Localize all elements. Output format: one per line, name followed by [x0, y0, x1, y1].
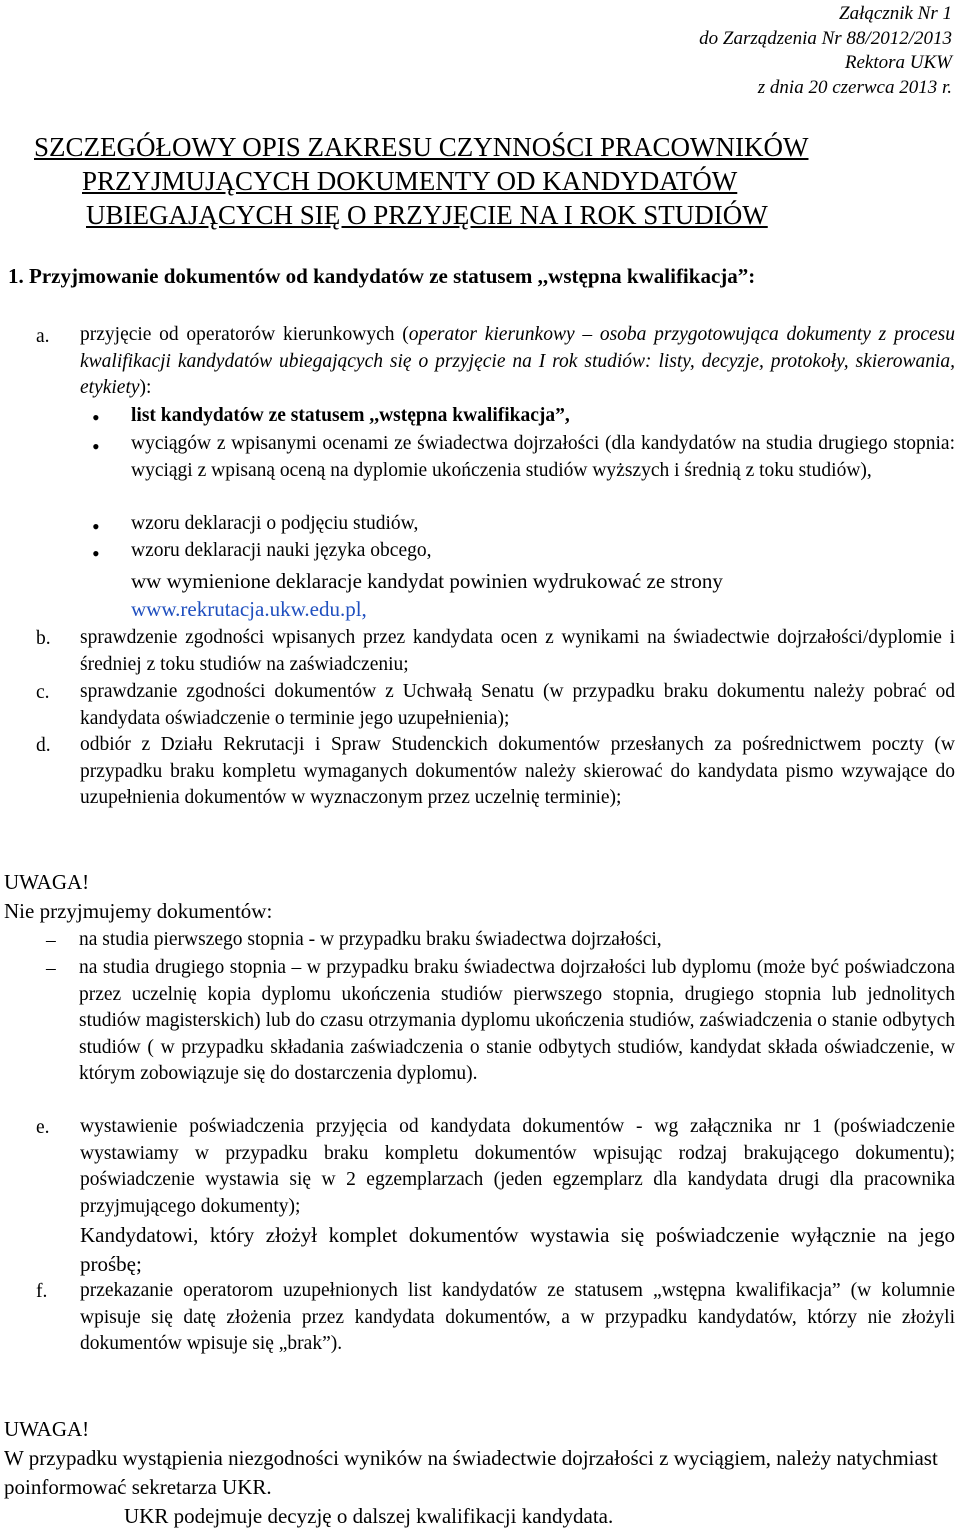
- title-line-1: SZCZEGÓŁOWY OPIS ZAKRESU CZYNNOŚCI PRACOWNIKÓW: [34, 132, 809, 162]
- item-a-tail: ):: [139, 377, 152, 399]
- attachment-header: [699, 2, 952, 100]
- dash-icon: –: [46, 958, 56, 979]
- item-e-text: wystawienie poświadczenia przyjęcia od kandydata dokumentów - wg załącznika nr 1 (poświadczenie wystawiamy w przypadku braku kompletu dokumentów wpisując rodzaj brakującego dokumentu); poświadczenie wystawia się w 2 egzemplarzach (jeden egzemplarz dla kandydata drugi dla pracownika przyjmującego dokumenty);: [80, 1116, 955, 1217]
- item-a-lead: przyjęcie od operatorów kierunkowych (: [80, 324, 409, 345]
- item-a-definition: operator kierunkowy – osoba przygotowująca dokumenty z procesu kwalifikacji kandydatów ubiegających się o przyjęcie na I rok studiów: listy, decyzje, protokoły, skierowania, etykiety: [80, 324, 955, 399]
- item-f-label: f.: [36, 1281, 48, 1302]
- item-a-label: a.: [36, 326, 50, 347]
- warning-dash-1: na studia pierwszego stopnia - w przypadku braku świadectwa dojrzałości,: [79, 929, 662, 950]
- bullet-icon: •: [92, 514, 100, 539]
- bullet-list-kandydatow: list kandydatów ze statusem ,,wstępna kwalifikacja”,: [131, 405, 570, 426]
- warning-dash-2-text: na studia drugiego stopnia – w przypadku braku świadectwa dojrzałości lub dyplomu (może być poświadczona przez uczelnię kopia dyplomu ukończenia studiów pierwszego stopnia, drugiego stopnia lub jednolitych studiów magisterskich) lub do czasu otrzymania dyplomu ukończenia studiów, zaświadczenia o stanie odbytych studiów ( w przypadku składania zaświadczenia o stanie odbytych studiów, kandydat składa oświadczenie, w którym zobowiązuje się do dostarczenia dyplomu).: [79, 957, 955, 1085]
- regulation-reference: do Zarządzenia Nr 88/2012/2013: [699, 27, 952, 49]
- item-b-text: sprawdzenie zgodności wpisanych przez kandydata ocen z wynikami na świadectwie dojrzałości/dyplomie i średniej z toku studiów na zaświadczeniu;: [80, 627, 955, 675]
- item-e-note: Kandydatowi, który złożył komplet dokumentów wystawia się poświadczenie wyłącznie na jego prośbę;: [80, 1223, 955, 1276]
- title-line-2: PRZYJMUJĄCYCH DOKUMENTY OD KANDYDATÓW: [82, 166, 738, 196]
- bullet-deklaracja-jezyka: wzoru deklaracji nauki języka obcego,: [131, 540, 432, 561]
- warning-dash-2: [79, 955, 955, 1088]
- bullet-wyciagi: wyciągów z wpisanymi ocenami ze świadectwa dojrzałości (dla kandydatów na studia drugiego stopnia: wyciągi z wpisaną oceną na dyplomie ukończenia studiów wyższych i średnią z toku studiów),: [131, 433, 955, 481]
- item-c-text: sprawdzanie zgodności dokumentów z Uchwałą Senatu (w przypadku braku dokumentu należy pobrać od kandydata oświadczenie o terminie jego uzupełnienia);: [80, 681, 955, 729]
- print-note: ww wymienione deklaracje kandydat powinien wydrukować ze strony: [131, 569, 723, 593]
- dash-icon: –: [46, 930, 56, 951]
- warning-heading: UWAGA!: [4, 870, 90, 894]
- warning-ukr-decision: UKR podejmuje decyzję o dalszej kwalifikacji kandydata.: [124, 1504, 614, 1528]
- document-title: [34, 130, 934, 232]
- item-d-text: odbiór z Działu Rekrutacji i Spraw Studenckich dokumentów przesłanych za pośrednictwem poczty (w przypadku braku kompletu wymaganych dokumentów należy skierować do kandydata pismo wzywające do uzupełnienia dokumentów w wyznaczonym przez uczelnię terminie);: [80, 734, 955, 809]
- issuer: Rektora UKW: [844, 52, 952, 73]
- item-b-label: b.: [36, 628, 51, 649]
- date-line: z dnia 20 czerwca 2013 r.: [757, 76, 952, 98]
- warning-heading: UWAGA!: [4, 1417, 90, 1441]
- item-d-label: d.: [36, 735, 51, 756]
- section-heading: 1. Przyjmowanie dokumentów od kandydatów ze statusem ,,wstępna kwalifikacja”:: [8, 264, 756, 288]
- item-a-text: [80, 322, 955, 402]
- bullet-deklaracja-podjecia: wzoru deklaracji o podjęciu studiów,: [131, 513, 419, 534]
- item-c-label: c.: [36, 682, 50, 703]
- recruitment-link[interactable]: www.rekrutacja.ukw.edu.pl,: [131, 597, 367, 621]
- bullet-icon: •: [92, 434, 100, 459]
- attachment-number: Załącznik Nr 1: [839, 3, 952, 24]
- warning-discrepancy-text: W przypadku wystąpienia niezgodności wyników na świadectwie dojrzałości z wyciągiem, należy natychmiast poinformować sekretarza UKR.: [4, 1446, 938, 1499]
- warning-intro: Nie przyjmujemy dokumentów:: [4, 899, 273, 923]
- bullet-icon: •: [92, 541, 100, 566]
- title-line-3: UBIEGAJĄCYCH SIĘ O PRZYJĘCIE NA I ROK STUDIÓW: [86, 200, 768, 230]
- item-f-text: przekazanie operatorom uzupełnionych list kandydatów ze statusem „wstępna kwalifikacja” (w kolumnie wpisuje się datę złożenia przez kandydata dokumentów, a w przypadku kandydatów, którzy nie złożyli dokumentów wpisuje się „brak”).: [80, 1280, 955, 1355]
- bullet-icon: •: [92, 405, 100, 430]
- item-e-label: e.: [36, 1117, 50, 1138]
